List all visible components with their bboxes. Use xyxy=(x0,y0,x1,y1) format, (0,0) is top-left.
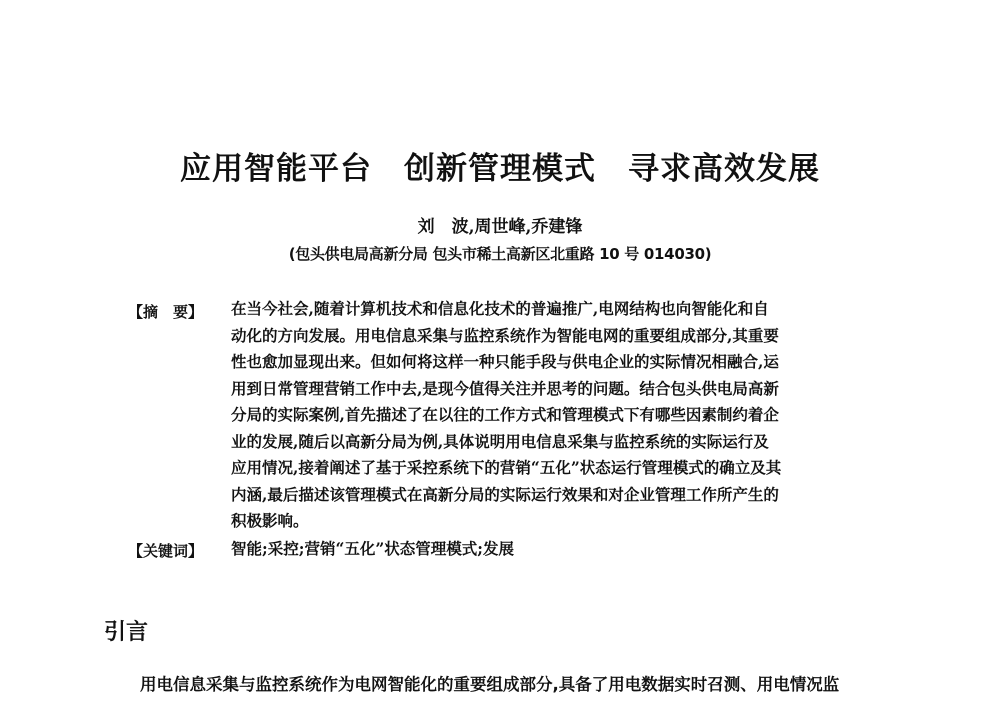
abstract-line: 业的发展,随后以高新分局为例,具体说明用电信息采集与监控系统的实际运行及 xyxy=(231,431,769,451)
abstract-line: 积极影响。 xyxy=(231,511,309,530)
abstract-line: 应用情况,接着阐述了基于采控系统下的营销“五化”状态运行管理模式的确立及其 xyxy=(231,458,782,477)
abstract-line: 用到日常管理营销工作中去,是现今值得关注并思考的问题。结合包头供电局高新 xyxy=(231,378,779,398)
abstract-line: 性也愈加显现出来。但如何将这样一种只能手段与供电企业的实际情况相融合,运 xyxy=(231,352,779,371)
keywords-text: 智能;采控;营销“五化”状态管理模式;发展 xyxy=(231,539,514,558)
paper-authors: 刘 波,周世峰,乔建锋 xyxy=(417,217,583,237)
author-affiliation: (包头供电局高新分局 包头市稀土高新区北重路 10 号 014030) xyxy=(288,245,712,263)
abstract-line: 分局的实际案例,首先描述了在以往的工作方式和管理模式下有哪些因素制约着企 xyxy=(231,405,779,424)
body-paragraph-cut-line xyxy=(104,696,916,708)
keywords-label: 【关键词】 xyxy=(128,542,204,560)
abstract-line: 内涵,最后描述该管理模式在高新分局的实际运行效果和对企业管理工作所产生的 xyxy=(231,484,779,504)
paper-title: 应用智能平台 创新管理模式 寻求高效发展 xyxy=(180,151,820,187)
abstract-line: 在当今社会,随着计算机技术和信息化技术的普遍推广,电网结构也向智能化和自 xyxy=(231,299,769,318)
abstract-label: 【摘 要】 xyxy=(128,303,204,321)
body-paragraph-line: 用电信息采集与监控系统作为电网智能化的重要组成部分,具备了用电数据实时召测、用电情况监 xyxy=(140,675,840,694)
abstract-line: 动化的方向发展。用电信息采集与监控系统作为智能电网的重要组成部分,其重要 xyxy=(231,325,779,345)
section-heading: 引言 xyxy=(104,620,149,645)
